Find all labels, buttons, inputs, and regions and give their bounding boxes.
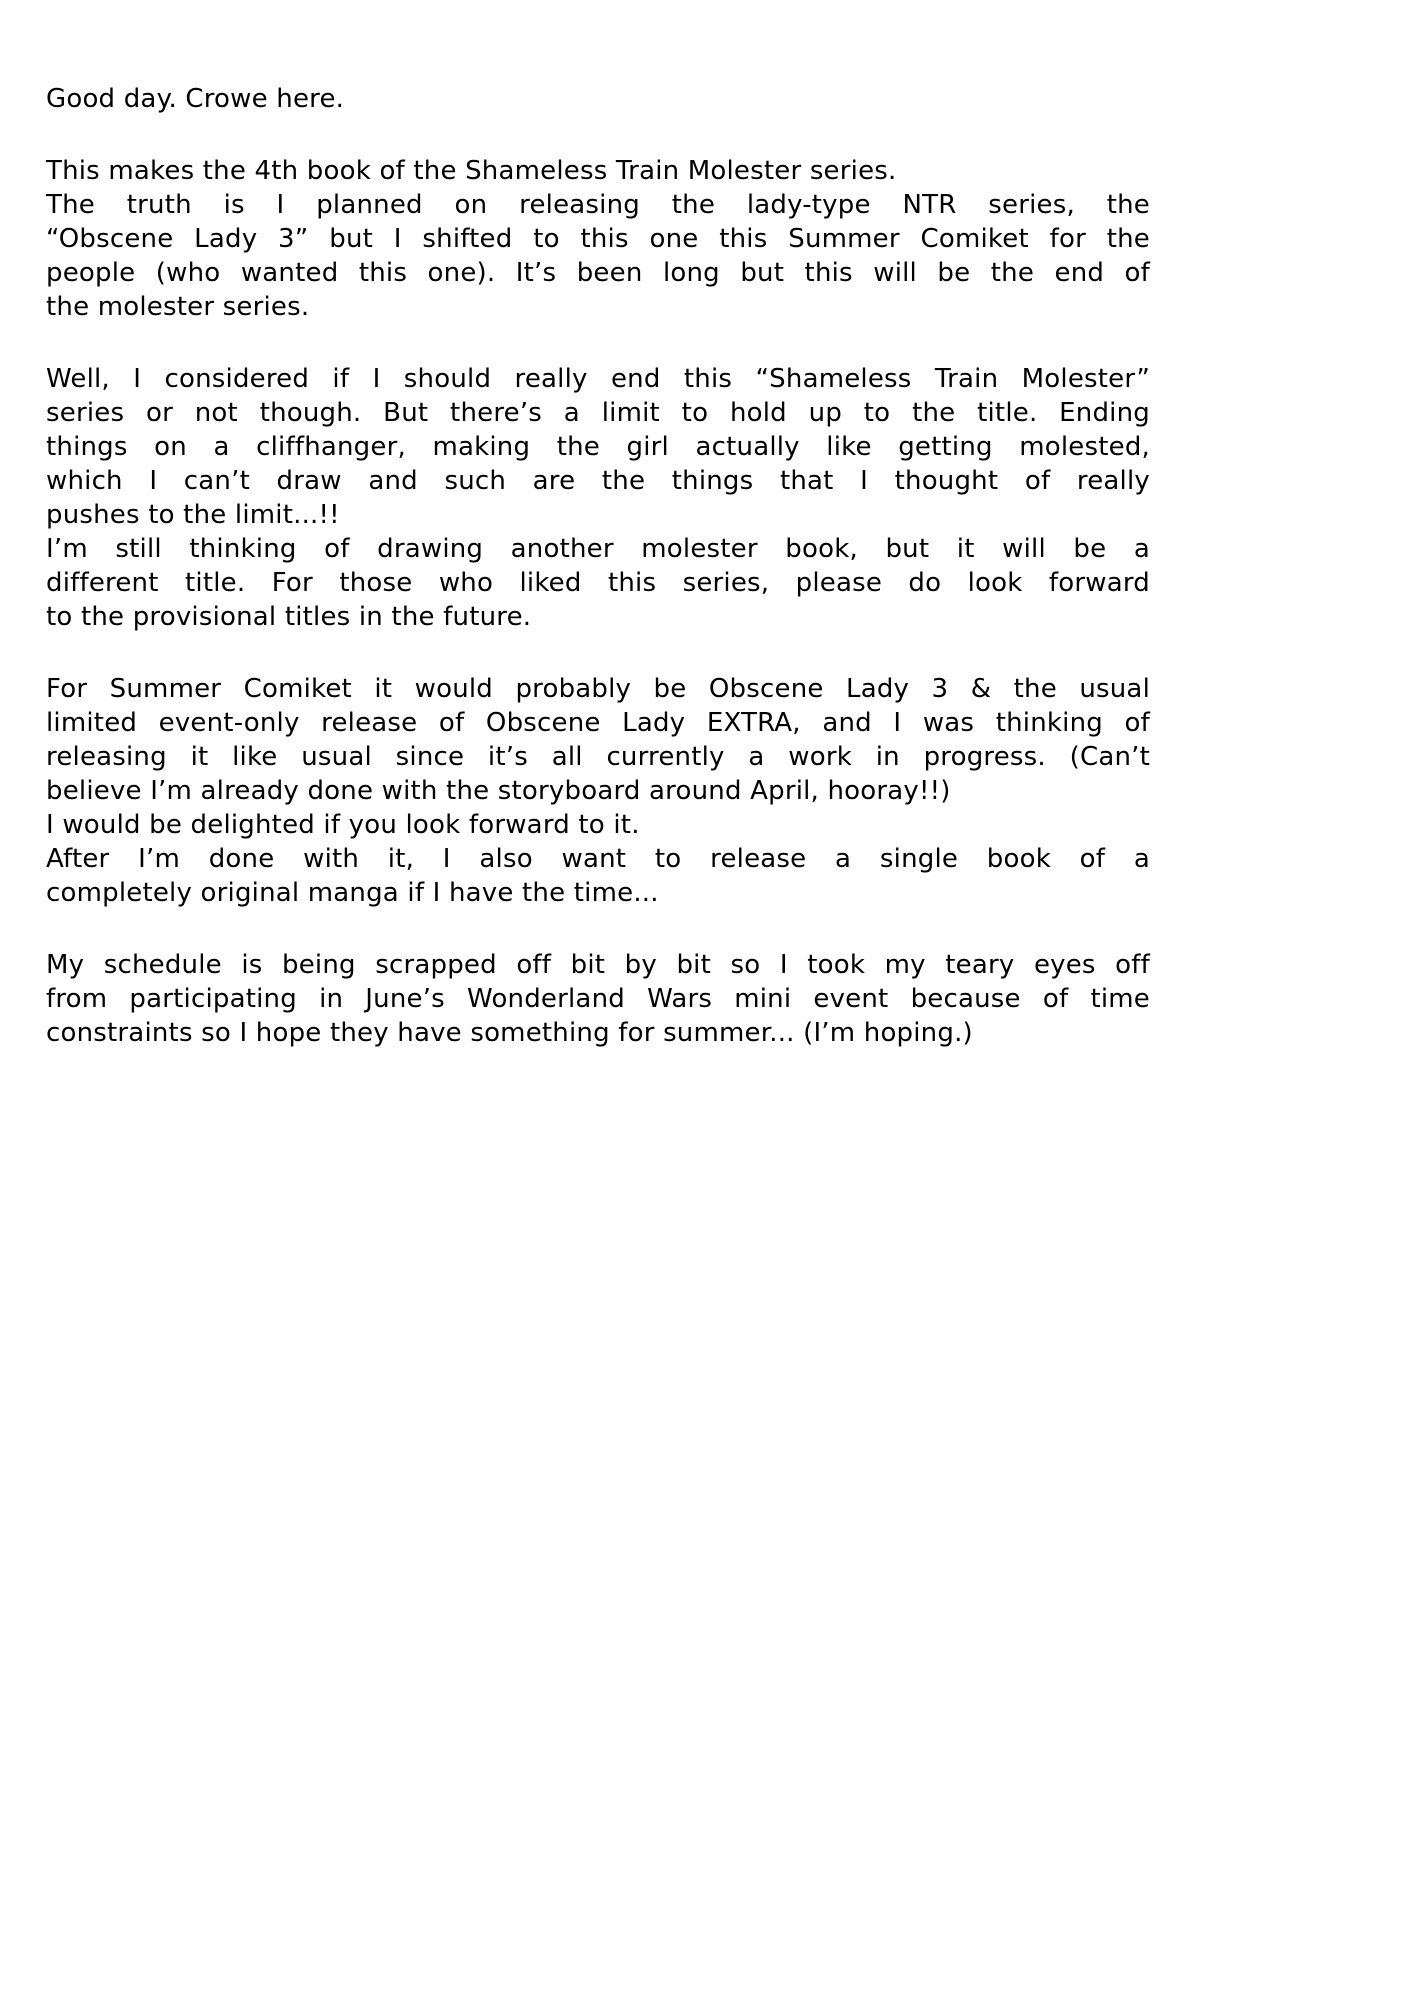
text-line: things on a cliffhanger, making the girl actually like getting molested, <box>46 432 1150 462</box>
afterword-text <box>46 82 1150 1088</box>
text-line: My schedule is being scrapped off bit by bit so I took my teary eyes off <box>46 950 1150 980</box>
text-line: releasing it like usual since it’s all currently a work in progress. (Can’t <box>46 742 1150 772</box>
text-line: constraints so I hope they have something for summer... (I’m hoping.) <box>46 1018 973 1048</box>
text-line: the molester series. <box>46 292 310 322</box>
text-line: I would be delighted if you look forward to it. <box>46 810 640 840</box>
text-line: I’m still thinking of drawing another molester book, but it will be a <box>46 534 1150 564</box>
text-line: After I’m done with it, I also want to release a single book of a <box>46 844 1150 874</box>
text-line: For Summer Comiket it would probably be Obscene Lady 3 & the usual <box>46 674 1150 704</box>
paragraph <box>46 362 1150 634</box>
text-line: “Obscene Lady 3” but I shifted to this one this Summer Comiket for the <box>46 224 1150 254</box>
text-line: from participating in June’s Wonderland Wars mini event because of time <box>46 984 1150 1014</box>
text-line: This makes the 4th book of the Shameless Train Molester series. <box>46 156 897 186</box>
text-line: limited event-only release of Obscene Lady EXTRA, and I was thinking of <box>46 708 1150 738</box>
text-line: pushes to the limit...!! <box>46 500 340 530</box>
text-line: Good day. Crowe here. <box>46 84 345 114</box>
text-line: people (who wanted this one). It’s been long but this will be the end of <box>46 258 1150 288</box>
paragraph <box>46 948 1150 1050</box>
text-line: The truth is I planned on releasing the lady-type NTR series, the <box>46 190 1150 220</box>
text-line: completely original manga if I have the time... <box>46 878 659 908</box>
paragraph <box>46 154 1150 324</box>
paragraph <box>46 672 1150 910</box>
paragraph <box>46 82 1150 116</box>
text-line: different title. For those who liked this series, please do look forward <box>46 568 1150 598</box>
text-line: series or not though. But there’s a limit to hold up to the title. Ending <box>46 398 1150 428</box>
text-line: which I can’t draw and such are the things that I thought of really <box>46 466 1150 496</box>
text-line: believe I’m already done with the storyboard around April, hooray!!) <box>46 776 951 806</box>
text-line: to the provisional titles in the future. <box>46 602 532 632</box>
text-line: Well, I considered if I should really end this “Shameless Train Molester” <box>46 364 1150 394</box>
